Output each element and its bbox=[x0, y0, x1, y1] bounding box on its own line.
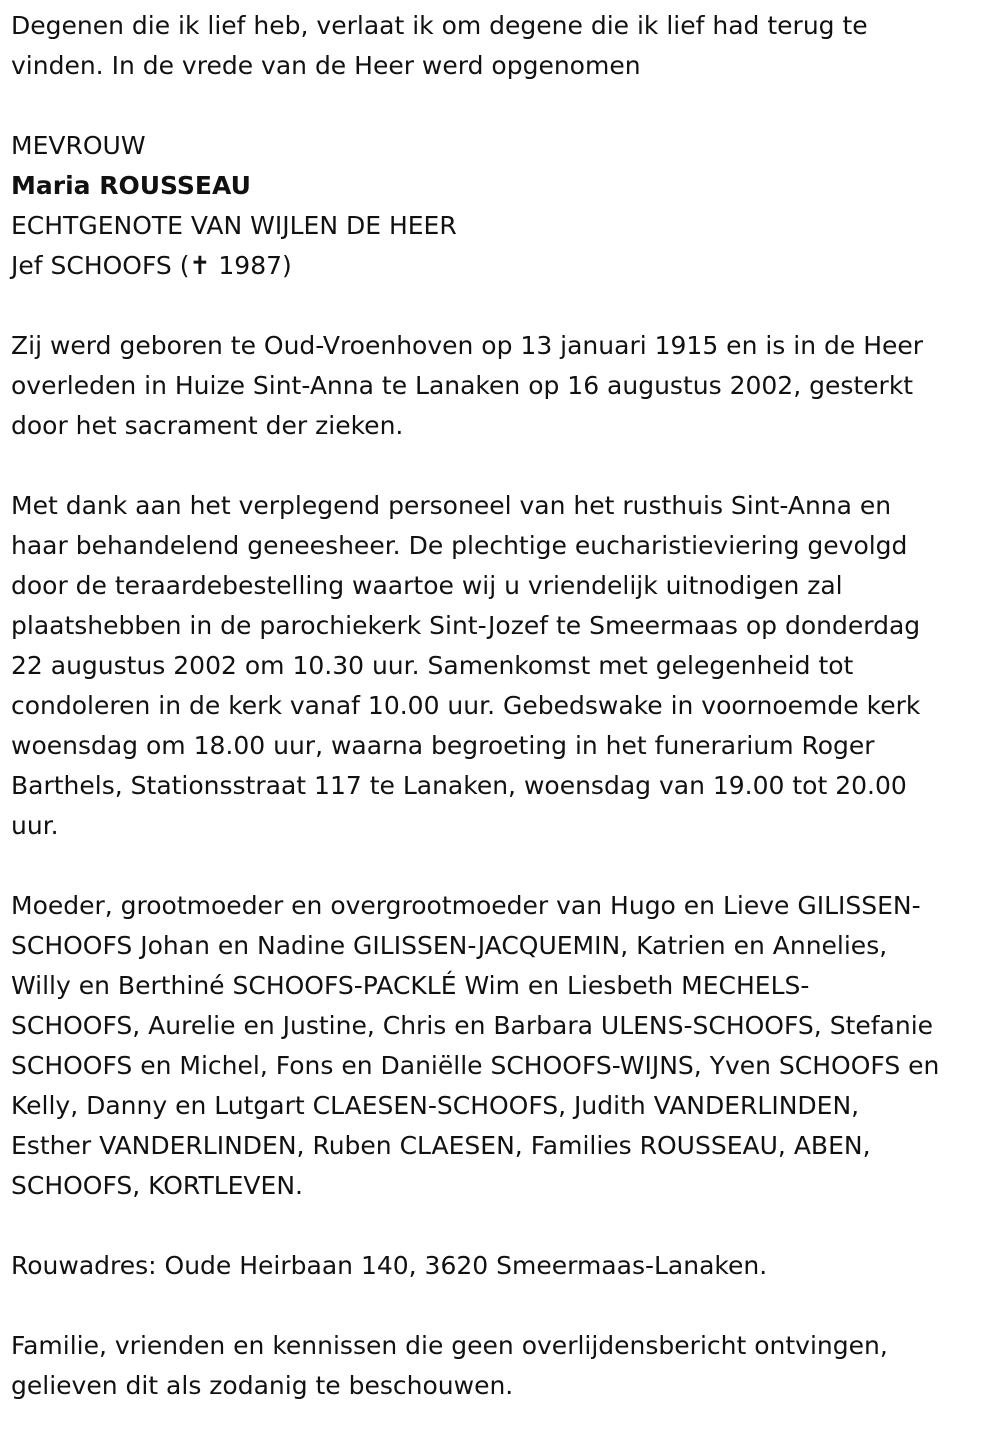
spacer bbox=[11, 846, 990, 886]
deceased-relation: ECHTGENOTE VAN WIJLEN DE HEER bbox=[11, 211, 457, 240]
ceremony-line: 22 augustus 2002 om 10.30 uur. Samenkomst met gelegenheid tot bbox=[11, 651, 854, 680]
closing-line: Familie, vrienden en kennissen die geen overlijdensbericht ontvingen, bbox=[11, 1331, 888, 1360]
ceremony-line: condoleren in de kerk vanaf 10.00 uur. Gebedswake in voornoemde kerk bbox=[11, 691, 921, 720]
family-paragraph bbox=[11, 886, 990, 1206]
family-line: SCHOOFS, Aurelie en Justine, Chris en Barbara ULENS-SCHOOFS, Stefanie bbox=[11, 1011, 934, 1040]
closing-paragraph bbox=[11, 1326, 990, 1406]
spacer bbox=[11, 86, 990, 126]
intro-line-1: Degenen die ik lief heb, verlaat ik om degene die ik lief had terug te bbox=[11, 11, 868, 40]
birth-death-line: door het sacrament der zieken. bbox=[11, 411, 404, 440]
spacer bbox=[11, 1206, 990, 1246]
ceremony-line: Met dank aan het verplegend personeel van het rusthuis Sint-Anna en bbox=[11, 491, 892, 520]
family-line: SCHOOFS Johan en Nadine GILISSEN-JACQUEMIN, Katrien en Annelies, bbox=[11, 931, 888, 960]
ceremony-line: woensdag om 18.00 uur, waarna begroeting in het funerarium Roger bbox=[11, 731, 875, 760]
family-line: Moeder, grootmoeder en overgrootmoeder van Hugo en Lieve GILISSEN- bbox=[11, 891, 921, 920]
deceased-spouse: Jef SCHOOFS (✝ 1987) bbox=[11, 251, 292, 280]
birth-death-line: Zij werd geboren te Oud-Vroenhoven op 13 januari 1915 en is in de Heer bbox=[11, 331, 924, 360]
ceremony-paragraph bbox=[11, 486, 990, 846]
intro-quote bbox=[11, 0, 990, 86]
birth-death-line: overleden in Huize Sint-Anna te Lanaken op 16 augustus 2002, gesterkt bbox=[11, 371, 914, 400]
family-line: Willy en Berthiné SCHOOFS-PACKLÉ Wim en Liesbeth MECHELS- bbox=[11, 971, 810, 1000]
family-line: SCHOOFS en Michel, Fons en Daniëlle SCHOOFS-WIJNS, Yven SCHOOFS en bbox=[11, 1051, 940, 1080]
deceased-name: Maria ROUSSEAU bbox=[11, 171, 251, 200]
ceremony-line: plaatshebben in de parochiekerk Sint-Jozef te Smeermaas op donderdag bbox=[11, 611, 921, 640]
family-line: Esther VANDERLINDEN, Ruben CLAESEN, Families ROUSSEAU, ABEN, bbox=[11, 1131, 871, 1160]
spacer bbox=[11, 286, 990, 326]
ceremony-line: uur. bbox=[11, 811, 59, 840]
birth-death-paragraph bbox=[11, 326, 990, 446]
mourning-address: Rouwadres: Oude Heirbaan 140, 3620 Smeermaas-Lanaken. bbox=[11, 1251, 768, 1280]
spacer bbox=[11, 446, 990, 486]
spacer bbox=[11, 1286, 990, 1326]
ceremony-line: haar behandelend geneesheer. De plechtige eucharistieviering gevolgd bbox=[11, 531, 908, 560]
ceremony-line: door de teraardebestelling waartoe wij u vriendelijk uitnodigen zal bbox=[11, 571, 843, 600]
intro-line-2: vinden. In de vrede van de Heer werd opgenomen bbox=[11, 51, 641, 80]
deceased-block bbox=[11, 126, 990, 286]
family-line: SCHOOFS, KORTLEVEN. bbox=[11, 1171, 303, 1200]
deceased-title: MEVROUW bbox=[11, 131, 146, 160]
closing-line: gelieven dit als zodanig te beschouwen. bbox=[11, 1371, 514, 1400]
ceremony-line: Barthels, Stationsstraat 117 te Lanaken, woensdag van 19.00 tot 20.00 bbox=[11, 771, 907, 800]
family-line: Kelly, Danny en Lutgart CLAESEN-SCHOOFS, Judith VANDERLINDEN, bbox=[11, 1091, 860, 1120]
